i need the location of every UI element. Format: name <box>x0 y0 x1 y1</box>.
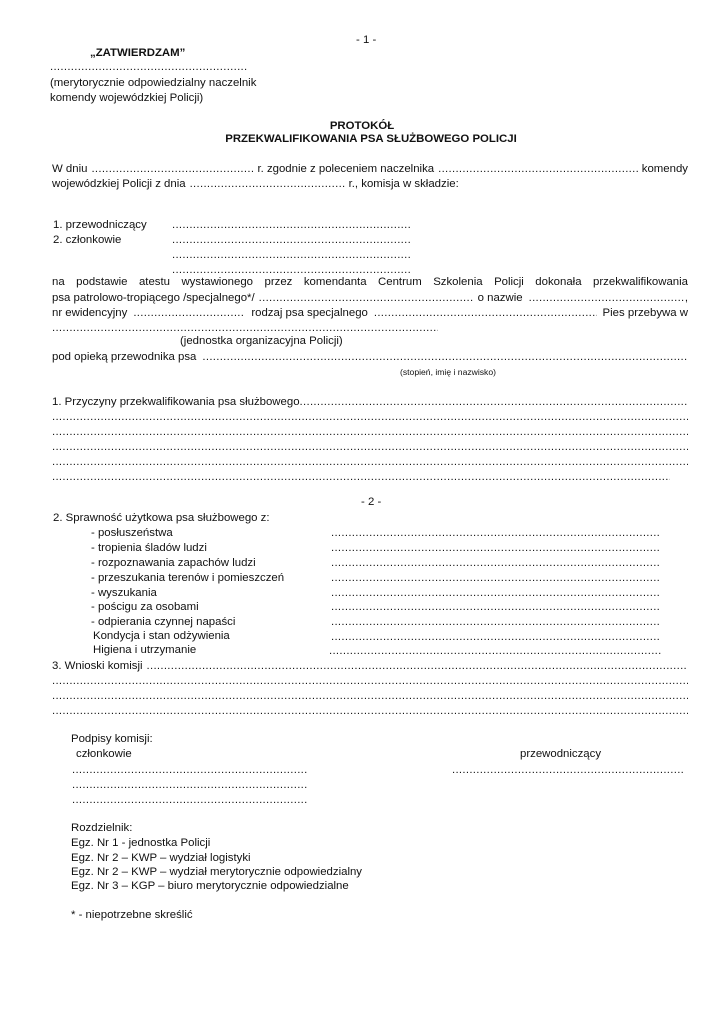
body-care-line <box>52 350 688 364</box>
intro-w-dniu: W dniu <box>52 163 88 175</box>
intro-komisja: r., komisja w składzie: <box>348 178 459 190</box>
body-care-field <box>202 350 688 364</box>
body-dog-type-label: psa patrolowo-tropiącego /specjalnego*/ <box>52 292 255 304</box>
section1-title-line <box>52 395 688 409</box>
approval-note-line2: komendy wojewódzkiej Policji) <box>50 92 204 104</box>
distribution-item-1: Egz. Nr 2 – KWP – wydział logistyki <box>71 852 251 864</box>
body-unit-note: (jednostka organizacyjna Policji) <box>180 335 343 347</box>
commission-member-field-1 <box>172 233 410 247</box>
commission-members-label: 2. członkowie <box>53 234 122 246</box>
distribution-item-2: Egz. Nr 2 – KWP – wydział merytorycznie odpowiedzialny <box>71 866 363 878</box>
body-care-note: (stopień, imię i nazwisko) <box>400 367 496 377</box>
body-line2 <box>52 291 688 305</box>
approval-title: „ZATWIERDZAM” <box>90 47 186 59</box>
section2-item-2: - rozpoznawania zapachów ludzi <box>91 557 256 569</box>
section2-field-5 <box>331 600 661 614</box>
body-comma: , <box>684 292 688 304</box>
section3-field-2 <box>52 689 688 703</box>
section1-field-2 <box>52 425 688 439</box>
body-stays-label: Pies przebywa w <box>602 307 688 319</box>
intro-line1 <box>52 162 688 176</box>
section3-field-1 <box>52 674 688 688</box>
commission-chair-field <box>172 218 410 232</box>
document-title: PROTOKÓŁ <box>329 120 395 132</box>
section2-item-6: - odpierania czynnej napaści <box>91 616 236 628</box>
signature-chair-field <box>452 763 684 777</box>
footnote: * - niepotrzebne skreślić <box>71 909 193 921</box>
intro-wojewodzkiej: wojewódzkiej Policji z dnia <box>52 178 186 190</box>
intro-zgodnie: r. zgodnie z poleceniem naczelnika <box>257 163 435 175</box>
section2-item-0: - posłuszeństwa <box>91 527 173 539</box>
body-special-type-label: rodzaj psa specjalnego <box>251 307 368 319</box>
section2-item-4: - wyszukania <box>91 587 157 599</box>
section2-field-7 <box>331 630 661 644</box>
section2-item-3: - przeszukania terenów i pomieszczeń <box>91 572 285 584</box>
section2-field-3 <box>331 571 661 585</box>
section2-item-5: - pościgu za osobami <box>91 601 199 613</box>
intro-date-field <box>91 162 253 176</box>
body-line1: na podstawie atestu wystawionego przez komendanta Centrum Szkolenia Policji dokonała przekwalifikowania <box>52 276 688 288</box>
section2-field-8 <box>329 644 661 658</box>
body-registry-field <box>133 306 245 320</box>
signatures-members-label: członkowie <box>76 748 132 760</box>
intro-komendy: komendy <box>641 163 688 175</box>
intro-order-date-field <box>190 177 345 191</box>
body-unit-field <box>52 321 438 335</box>
distribution-title: Rozdzielnik: <box>71 822 133 834</box>
document-subtitle: PRZEKWALIFIKOWANIA PSA SŁUŻBOWEGO POLICJI <box>225 133 517 145</box>
section1-field-4 <box>52 455 688 469</box>
signatures-label: Podpisy komisji: <box>71 733 153 745</box>
section1-field-5 <box>52 470 670 484</box>
section3-field-3 <box>52 704 688 718</box>
body-dog-type-field <box>259 291 474 305</box>
section2-item-1: - tropienia śladów ludzi <box>91 542 207 554</box>
approval-note-line1: (merytorycznie odpowiedzialny naczelnik <box>50 77 257 89</box>
section1-title: 1. Przyczyny przekwalifikowania psa służbowego <box>52 396 300 408</box>
section1-field-1 <box>52 410 688 424</box>
signature-member-field-1 <box>72 763 308 777</box>
section3-title-line <box>52 659 688 673</box>
section1-field-3 <box>52 440 688 454</box>
section2-item-8: Higiena i utrzymanie <box>93 644 197 656</box>
distribution-item-3: Egz. Nr 3 – KGP – biuro merytorycznie odpowiedzialne <box>71 880 349 892</box>
signatures-chair-label: przewodniczący <box>520 748 602 760</box>
page-number-2: - 2 - <box>361 496 382 508</box>
commission-chair-label: 1. przewodniczący <box>53 219 147 231</box>
section2-field-4 <box>331 586 661 600</box>
section3-title: 3. Wnioski komisji <box>52 660 143 672</box>
section2-field-1 <box>331 541 661 555</box>
body-line3 <box>52 306 688 320</box>
commission-member-field-2 <box>172 248 410 262</box>
intro-line2 <box>52 177 512 191</box>
body-care-label: pod opieką przewodnika psa <box>52 351 197 363</box>
signature-member-field-3 <box>72 793 308 807</box>
page-number-1: - 1 - <box>356 34 377 46</box>
body-name-field <box>529 291 685 305</box>
section2-title: 2. Sprawność użytkowa psa służbowego z: <box>53 512 270 524</box>
distribution-item-0: Egz. Nr 1 - jednostka Policji <box>71 837 211 849</box>
approval-signature-line <box>50 60 248 74</box>
commission-member-field-3 <box>172 263 410 277</box>
section2-field-2 <box>331 556 661 570</box>
section3-field-0 <box>147 659 688 673</box>
body-special-type-field <box>374 306 597 320</box>
section2-field-0 <box>331 526 661 540</box>
section2-field-6 <box>331 615 661 629</box>
body-name-label: o nazwie <box>477 292 523 304</box>
body-registry-label: nr ewidencyjny <box>52 307 128 319</box>
signature-member-field-2 <box>72 778 308 792</box>
intro-naczelnik-field <box>438 162 638 176</box>
section1-field-0 <box>300 395 688 409</box>
section2-item-7: Kondycja i stan odżywienia <box>93 630 230 642</box>
